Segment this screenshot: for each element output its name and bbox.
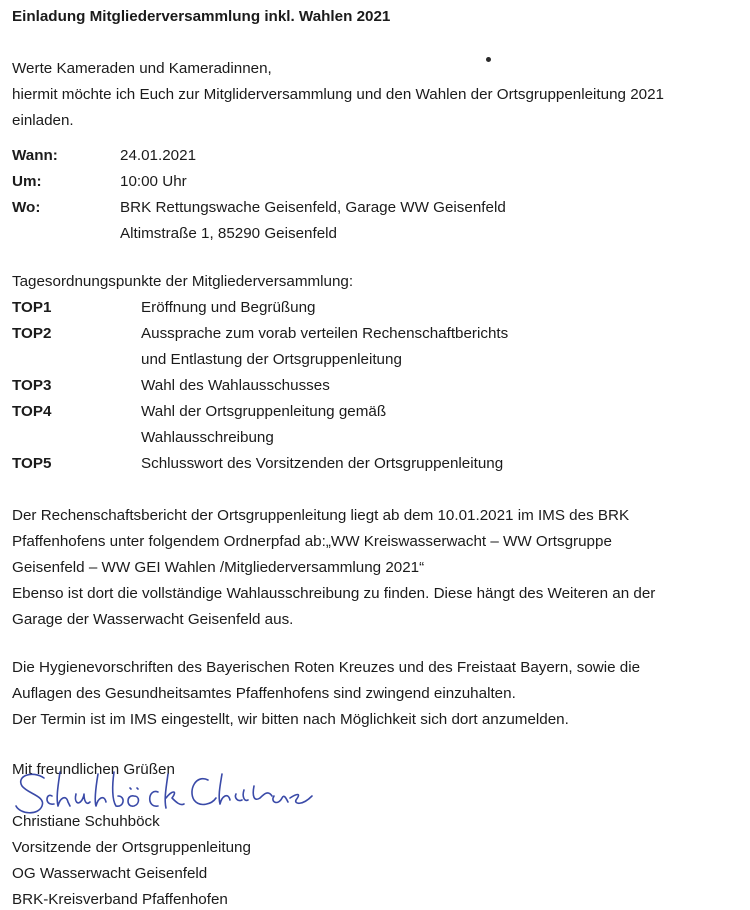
report-line-5: Garage der Wasserwacht Geisenfeld aus. [12,611,294,628]
wann-label: Wann: [12,147,58,164]
wo-value-line-1: BRK Rettungswache Geisenfeld, Garage WW Geisenfeld [120,199,506,216]
agenda-item-text-5: Schlusswort des Vorsitzenden der Ortsgruppenleitung [141,455,504,472]
letter-page [12,0,742,910]
agenda-heading: Tagesordnungspunkte der Mitgliederversammlung: [12,273,354,290]
report-line-2: Pfaffenhofens unter folgendem Ordnerpfad ab:„WW Kreiswasserwacht – WW Ortsgruppe [12,533,612,550]
hygiene-line-3: Der Termin ist im IMS eingestellt, wir bitten nach Möglichkeit sich dort anzumelden. [12,711,569,728]
wo-label: Wo: [12,199,41,216]
agenda-item-label-5: TOP5 [12,455,52,472]
sender-role: Vorsitzende der Ortsgruppenleitung [12,839,251,856]
agenda-item-text-2b: und Entlastung der Ortsgruppenleitung [141,351,402,368]
hygiene-line-2: Auflagen des Gesundheitsamtes Pfaffenhofens sind zwingend einzuhalten. [12,685,516,702]
report-line-3: Geisenfeld – WW GEI Wahlen /Mitgliederversammlung 2021“ [12,559,425,576]
um-value: 10:00 Uhr [120,173,187,190]
agenda-item-text-1: Eröffnung und Begrüßung [141,299,316,316]
agenda-item-label-2: TOP2 [12,325,52,342]
sender-org: OG Wasserwacht Geisenfeld [12,865,208,882]
agenda-item-label-4: TOP4 [12,403,52,420]
sender-association: BRK-Kreisverband Pfaffenhofen [12,891,228,908]
agenda-item-text-4a: Wahl der Ortsgruppenleitung gemäß [141,403,387,420]
hygiene-line-1: Die Hygienevorschriften des Bayerischen Roten Kreuzes und des Freistaat Bayern, sowie die [12,659,641,676]
intro-line-2: einladen. [12,112,74,129]
report-line-4: Ebenso ist dort die vollständige Wahlausschreibung zu finden. Diese hängt des Weiteren an der [12,585,656,602]
intro-line-1: hiermit möchte ich Euch zur Mitgliderversammlung und den Wahlen der Ortsgruppenleitung 2021 [12,86,664,103]
agenda-item-text-2a: Aussprache zum vorab verteilen Rechenschaftberichts [141,325,509,342]
report-line-1: Der Rechenschaftsbericht der Ortsgruppenleitung liegt ab dem 10.01.2021 im IMS des BRK [12,507,630,524]
agenda-item-text-3: Wahl des Wahlausschusses [141,377,330,394]
greeting: Werte Kameraden und Kameradinnen, [12,60,272,77]
closing: Mit freundlichen Grüßen [12,761,175,778]
agenda-item-label-1: TOP1 [12,299,52,316]
letter-title: Einladung Mitgliederversammlung inkl. Wahlen 2021 [12,8,391,25]
sender-name: Christiane Schuhböck [12,813,160,830]
wo-value-line-2: Altimstraße 1, 85290 Geisenfeld [120,225,337,242]
agenda-item-text-4b: Wahlausschreibung [141,429,274,446]
agenda-item-label-3: TOP3 [12,377,52,394]
scan-speck [486,57,491,62]
um-label: Um: [12,173,42,190]
wann-value: 24.01.2021 [120,147,197,164]
